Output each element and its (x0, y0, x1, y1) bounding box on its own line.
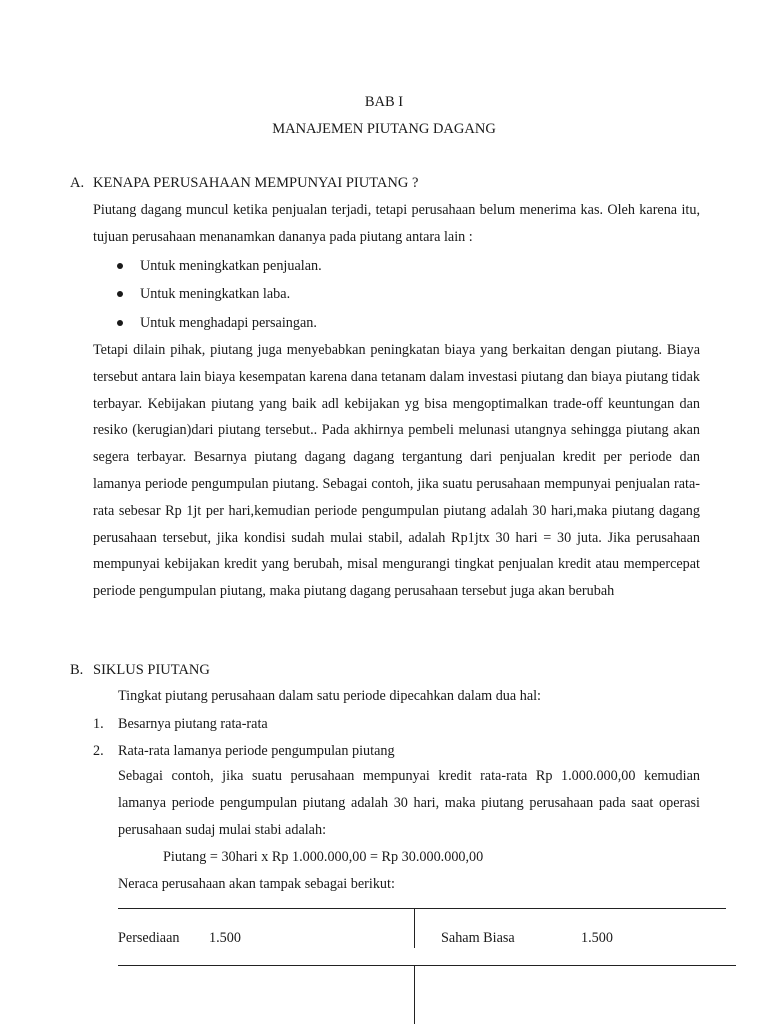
section-a-label: A. (70, 175, 85, 191)
chapter-title: MANAJEMEN PIUTANG DAGANG (272, 121, 496, 137)
bullet-item: Untuk menghadapi persaingan. (117, 315, 322, 343)
chapter-number: BAB I (364, 94, 404, 110)
section-b-title: SIKLUS PIUTANG (93, 662, 210, 678)
balance-divider-lower (414, 965, 415, 1024)
bullet-icon (117, 263, 123, 269)
balance-mid-rule (118, 965, 736, 966)
section-b-heading (70, 662, 210, 679)
bullet-item: Untuk meningkatkan laba. (117, 286, 322, 314)
bullet-item: Untuk meningkatkan penjualan. (117, 258, 322, 286)
section-a-body: Tetapi dilain pihak, piutang juga menyebabkan peningkatan biaya yang berkaitan dengan piutang. Biaya tersebut antara lain biaya kesempatan karena dana tetanam dalam investasi piutang dan biaya piutang tidak terbayar. Kebijakan piutang yang baik adl kebijakan yg bisa mengoptimalkan trade-off keuntungan dan resiko (kerugian)dari piutang tersebut.. Pada akhirnya pembeli melunasi utangnya sehingga piutang akan segera terbayar. Besarnya piutang dagang dagang tergantung dari penjualan kredit per periode dan lamanya periode pengumpulan piutang. Sebagai contoh, jika suatu perusahaan mempunyai penjualan rata-rata sebesar Rp 1jt per hari,kemudian periode pengumpulan piutang adalah 30 hari,maka piutang dagang perusahaan tersebut, jika kondisi sudah mulai stabil, adalah Rp1jtx 30 hari = 30 juta. Jika perusahaan mempunyai kebijakan kredit yang berubah, misal mengurangi tingkat penjualan kredit atau mempercepat periode pengumpulan piutang, maka piutang dagang perusahaan tersebut juga akan berubah (93, 342, 700, 600)
section-b-numbered-list (93, 716, 395, 769)
balance-divider-upper (414, 908, 415, 948)
bullet-icon (117, 291, 123, 297)
balance-intro: Neraca perusahaan akan tampak sebagai berikut: (118, 876, 395, 892)
balance-left-label: Persediaan (118, 930, 180, 946)
list-item: 2. Rata-rata lamanya periode pengumpulan piutang (93, 742, 395, 759)
balance-left-value: 1.500 (209, 930, 241, 946)
balance-right-value: 1.500 (581, 930, 613, 946)
balance-top-rule (118, 908, 726, 909)
section-a-bullet-list (117, 258, 322, 343)
list-item: 1. Besarnya piutang rata-rata (93, 716, 268, 732)
section-b-label: B. (70, 662, 84, 678)
section-a-heading (70, 175, 418, 192)
section-a-intro: Piutang dagang muncul ketika penjualan terjadi, tetapi perusahaan belum menerima kas. Oleh karena itu, tujuan perusahaan menanamkan dananya pada piutang antara lain : (93, 202, 700, 245)
section-b-example: Sebagai contoh, jika suatu perusahaan mempunyai kredit rata-rata Rp 1.000.000,00 kemudian lamanya periode pengumpulan piutang adalah 30 hari, maka piutang perusahaan pada saat operasi perusahaan sudaj mulai stabi adalah: (118, 768, 700, 838)
bullet-icon (117, 320, 123, 326)
section-a-title: KENAPA PERUSAHAAN MEMPUNYAI PIUTANG ? (93, 175, 419, 191)
section-b-intro: Tingkat piutang perusahaan dalam satu periode dipecahkan dalam dua hal: (118, 688, 541, 704)
formula: Piutang = 30hari x Rp 1.000.000,00 = Rp 30.000.000,00 (163, 849, 484, 865)
balance-right-label: Saham Biasa (441, 930, 515, 946)
